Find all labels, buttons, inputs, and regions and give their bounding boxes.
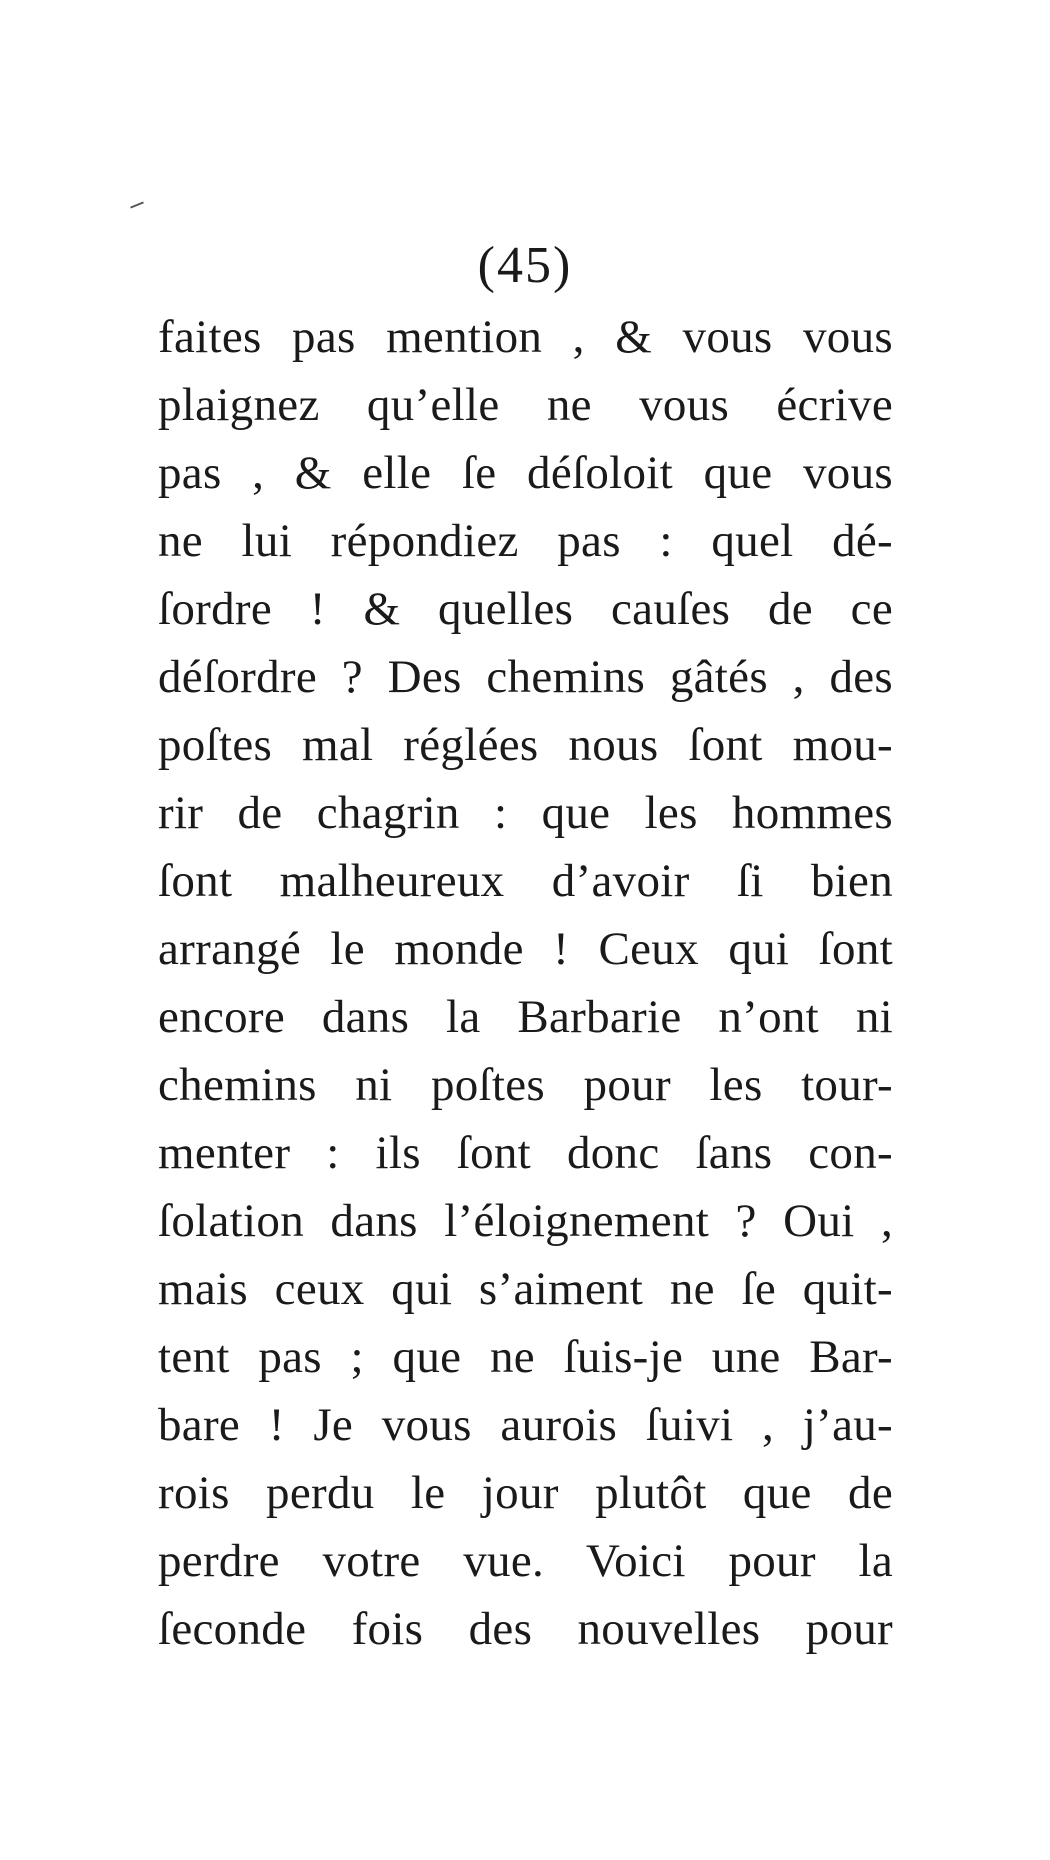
text-line: ne lui répondiez pas : quel dé-: [158, 515, 893, 567]
page-number: (45): [477, 237, 573, 294]
text-line: arrangé le monde ! Ceux qui ſont: [158, 923, 893, 975]
text-line: ſeconde fois des nouvelles pour: [158, 1603, 893, 1655]
text-line: ſordre ! & quelles cauſes de ce: [158, 583, 893, 635]
text-line: pas , & elle ſe déſoloit que vous: [158, 447, 893, 499]
text-line: bare ! Je vous aurois ſuivi , j’au-: [158, 1399, 893, 1451]
text-line: faites pas mention , & vous vous: [158, 311, 893, 363]
text-line: chemins ni poſtes pour les tour-: [158, 1059, 893, 1111]
text-line: ſolation dans l’éloignement ? Oui ,: [158, 1195, 893, 1247]
text-line: poſtes mal réglées nous ſont mou-: [158, 719, 893, 771]
ink-mark: [130, 201, 144, 208]
text-line: rir de chagrin : que les hommes: [158, 787, 893, 839]
text-line: déſordre ? Des chemins gâtés , des: [158, 651, 893, 703]
text-line: perdre votre vue. Voici pour la: [158, 1535, 893, 1587]
text-line: plaignez qu’elle ne vous écrive: [158, 379, 893, 431]
text-line: menter : ils ſont donc ſans con-: [158, 1127, 893, 1179]
text-line: rois perdu le jour plutôt que de: [158, 1467, 893, 1519]
text-line: encore dans la Barbarie n’ont ni: [158, 991, 893, 1043]
body-text: [158, 303, 893, 1663]
text-line: mais ceux qui s’aiment ne ſe quit-: [158, 1263, 893, 1315]
text-line: tent pas ; que ne ſuis-je une Bar-: [158, 1331, 893, 1383]
text-line: ſont malheureux d’avoir ſi bien: [158, 855, 893, 907]
